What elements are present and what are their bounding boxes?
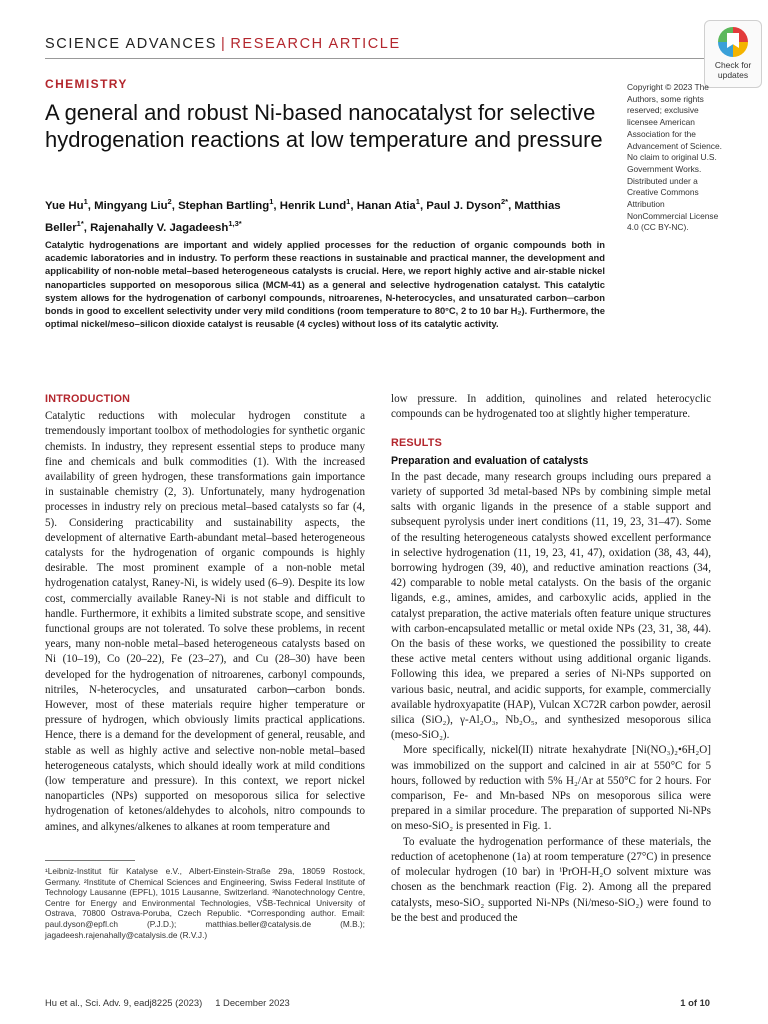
author-affiliation: 1 (269, 197, 274, 206)
author-name: Hanan Atia$^1$ (356, 197, 420, 212)
abstract: Catalytic hydrogenations are important and widely applied processes for the reduction of organic compounds both in academic laboratories and in industry. To perform these reactions in sustainable and practical manner, the development and applicability of non-noble metal–based heterogeneous catalysts is crucial. Here, we report highly active and air-stable nickel nanoparticles supported on mesoporous silica (MCM-41) as a general and selective hydrogenation catalyst. This catalytic system allows for the hydrogenation of carbonyl compounds, nitroarenes, N-heterocycles, and unsaturated carbon─carbon bonds in good to excellent selectivity under very mild conditions (room temperature to 80°C, 2 to 10 bar H₂). Furthermore, the optimal nickel/meso–silicon dioxide catalyst is reusable (4 cycles) without loss of its catalytic activity. (45, 239, 605, 330)
journal-name: SCIENCE ADVANCES (45, 36, 217, 52)
author-affiliation: 2 (167, 197, 172, 206)
results-paragraph-2: More specifically, nickel(II) nitrate hexahydrate [Ni(NO₃)₂•6H₂O] was immobilized on the support and calcined in air at 550°C for 5 hours, followed by reduction with 5% H₂/Ar at 550°C for 2 hours. For comparison, Fe- and Mn-based NPs on mesoporous silica were prepared in a similar procedure. The preparation of supported Ni-NPs on meso-SiO₂ is presented in Fig. 1. (391, 744, 711, 833)
citation-footer: Hu et al., Sci. Adv. 9, eadj8225 (2023) 1 December 2023 (45, 997, 290, 1008)
author-affiliation: 1 (346, 197, 351, 206)
journal-header (45, 36, 401, 52)
article-title: A general and robust Ni-based nanocatalyst for selective hydrogenation reactions at low temperature and pressure (45, 100, 603, 152)
author-name: Stephan Bartling$^1$ (178, 197, 274, 212)
author-list: Yue Hu$^1$, Mingyang Liu$^2$, Stephan Bartling$^1$, Henrik Lund$^1$, Hanan Atia$^1$, Paul J. Dyson$^{2*}$, Matthias Beller$^{1*}$, Rajenahally V. Jagadeesh$^{1,3*}$ (45, 197, 561, 234)
crossmark-icon (718, 27, 748, 57)
results-subheading: Preparation and evaluation of catalysts (391, 454, 589, 467)
copyright-notice: Copyright © 2023 The Authors, some rights reserved; exclusive licensee American Association for the Advancement of Science. No claim to original U.S. Government Works. Distributed under a Creative Commons Attribution NonCommercial License 4.0 (CC BY-NC). (627, 82, 722, 233)
article-type: RESEARCH ARTICLE (230, 36, 401, 52)
check-for-updates-button[interactable] (704, 20, 762, 88)
header-separator: | (220, 36, 227, 52)
author-affiliation: 1 (415, 197, 420, 206)
results-heading: RESULTS (391, 437, 442, 450)
author-name: Mingyang Liu$^2$ (94, 197, 172, 212)
author-name: Henrik Lund$^1$ (279, 197, 351, 212)
author-name: Yue Hu$^1$ (45, 197, 88, 212)
author-name: Rajenahally V. Jagadeesh$^{1,3*}$ (90, 218, 242, 234)
author-name: Matthias Beller$^{1*}$ (45, 199, 561, 234)
introduction-heading: INTRODUCTION (45, 393, 131, 405)
author-affiliation: 1 (83, 197, 88, 206)
right-column (391, 392, 711, 926)
author-affiliation: 2* (500, 197, 509, 206)
affiliations-footnote: ¹Leibniz-Institut für Katalyse e.V., Albert-Einstein-Straße 29a, 18059 Rostock, Germany. ²Institute of Chemical Sciences and Engineering, Swiss Federal Institute of Technology Lausanne (EPFL), 1015 Lausanne, Switzerland. ³Nanotechnology Centre, Centre for Energy and Environmental Technologies, VŠB-Technical University of Ostrava, 70800 Ostrava-Poruba, Czech Republic. *Corresponding author. Email: paul.dyson@epfl.ch (P.J.D.); matthias.beller@catalysis.de (M.B.); jagadeesh.rajenahally@catalysis.de (R.V.J.) (45, 866, 365, 940)
header-rule (45, 58, 710, 59)
introduction-continuation: low pressure. In addition, quinolines and related heterocyclic compounds can be hydrogenated too at slightly higher temperature. (391, 393, 711, 421)
subject-kicker: CHEMISTRY (45, 77, 128, 91)
author-affiliation: 1* (76, 218, 84, 228)
results-paragraph-3: To evaluate the hydrogenation performance of these materials, the reduction of acetophenone (1a) at room temperature (27°C) in presence of molecular hydrogen (10 bar) in ⁱPrOH-H₂O solvent mixture was chosen as the benchmark reaction (Fig. 2). Among all the prepared catalysts, meso-SiO₂ supported Ni-NPs (Ni/meso-SiO₂) were found to be the best and produced the (391, 835, 711, 924)
author-name: Paul J. Dyson$^{2*}$ (426, 197, 509, 212)
footnote-rule (45, 860, 135, 861)
left-column (45, 392, 365, 835)
author-affiliation: 1,3* (228, 218, 242, 228)
introduction-paragraph: Catalytic reductions with molecular hydrogen constitute a tremendously important toolbox of methodologies for synthetic organic chemists. In industry, they represent essential steps to produce many fine and chemicals and bulk commodities (1). With the increased availability of green hydrogen, these transformations gain importance in sustainable chemistry (2, 3). Unfortunately, many hydrogenation processes in industry rely on precious metal–based catalysts so far (4, 5). Considering practicability and sustainability aspects, the development of alternative Earth-abundant metal–based heterogeneous catalysts for the hydrogenation of organic compounds is highly desirable. The most prominent example of a non-noble metal hydrogenation catalyst, Raney-Ni, is widely used (6–9). Despite its low cost, commercially available Raney-Ni is not stable and difficult to handle. Furthermore, it exhibits a limited substrate scope, and sensitive functional groups are not tolerated. To solve these problems, in recent years, many non-noble metal–based heterogeneous catalysts based on Ni (10–19), Co (20–22), Fe (23–27), and Cu (28–30) have been developed for the hydrogenation of nitroarenes, carbonyl compounds, nitriles, N-heterocycles, and unsaturated carbon─carbon bonds. However, most of these materials require higher temperature or pressure of hydrogen, which obviously limits practical applications. Hence, there is a demand for the development of general, reusable, and stable as well as highly active and selective non-noble metal–based heterogeneous catalysts, which should ideally work at mild conditions (low temperature and pressure). In this context, we report nickel nanoparticles (NPs) supported on mesoporous silica for selective hydrogenation of ketones/aldehydes to alcohols, nitro compounds to amines, and alkynes/alkenes to alkanes at room temperature and (45, 410, 365, 833)
page-number: 1 of 10 (680, 997, 710, 1008)
crossmark-label: Check for updates (714, 60, 752, 80)
results-paragraph-1: In the past decade, many research groups including ours prepared a variety of supported 3d metal-based NPs by combining simple metal salts with organic ligands in the presence of a stable support and subsequent pyrolysis under inert conditions (11, 19, 23, 31–47). Some of the resulting heterogeneous catalysts showed excellent performance in selective hydrogenation (11, 19, 23, 41, 47), oxidation (38, 43, 44), borrowing hydrogen (39, 40), and reductive amination reactions (34, 42) comparable to noble metal catalysts. On the basis of the organic ligands, e.g., amines, amides, and carboxylic acids, applied in the catalyst preparation, the active materials often feature unique structures with carbon-encapsulated metallic or metal oxide NPs (23, 31, 38, 44). On the basis of these works, we questioned the possibility to create these active metal centers without using additional organic ligands. Following this idea, we prepared a series of Ni-NPs supported on various basic, neutral, and acidic supports, for example, commercially available hydroxyapatite (HAP), Vulcan XC72R carbon powder, aerosil silica (SiO₂), γ-Al₂O₃, Nb₂O₅, and synthesized mesoporous silica (meso-SiO₂). (391, 470, 711, 742)
